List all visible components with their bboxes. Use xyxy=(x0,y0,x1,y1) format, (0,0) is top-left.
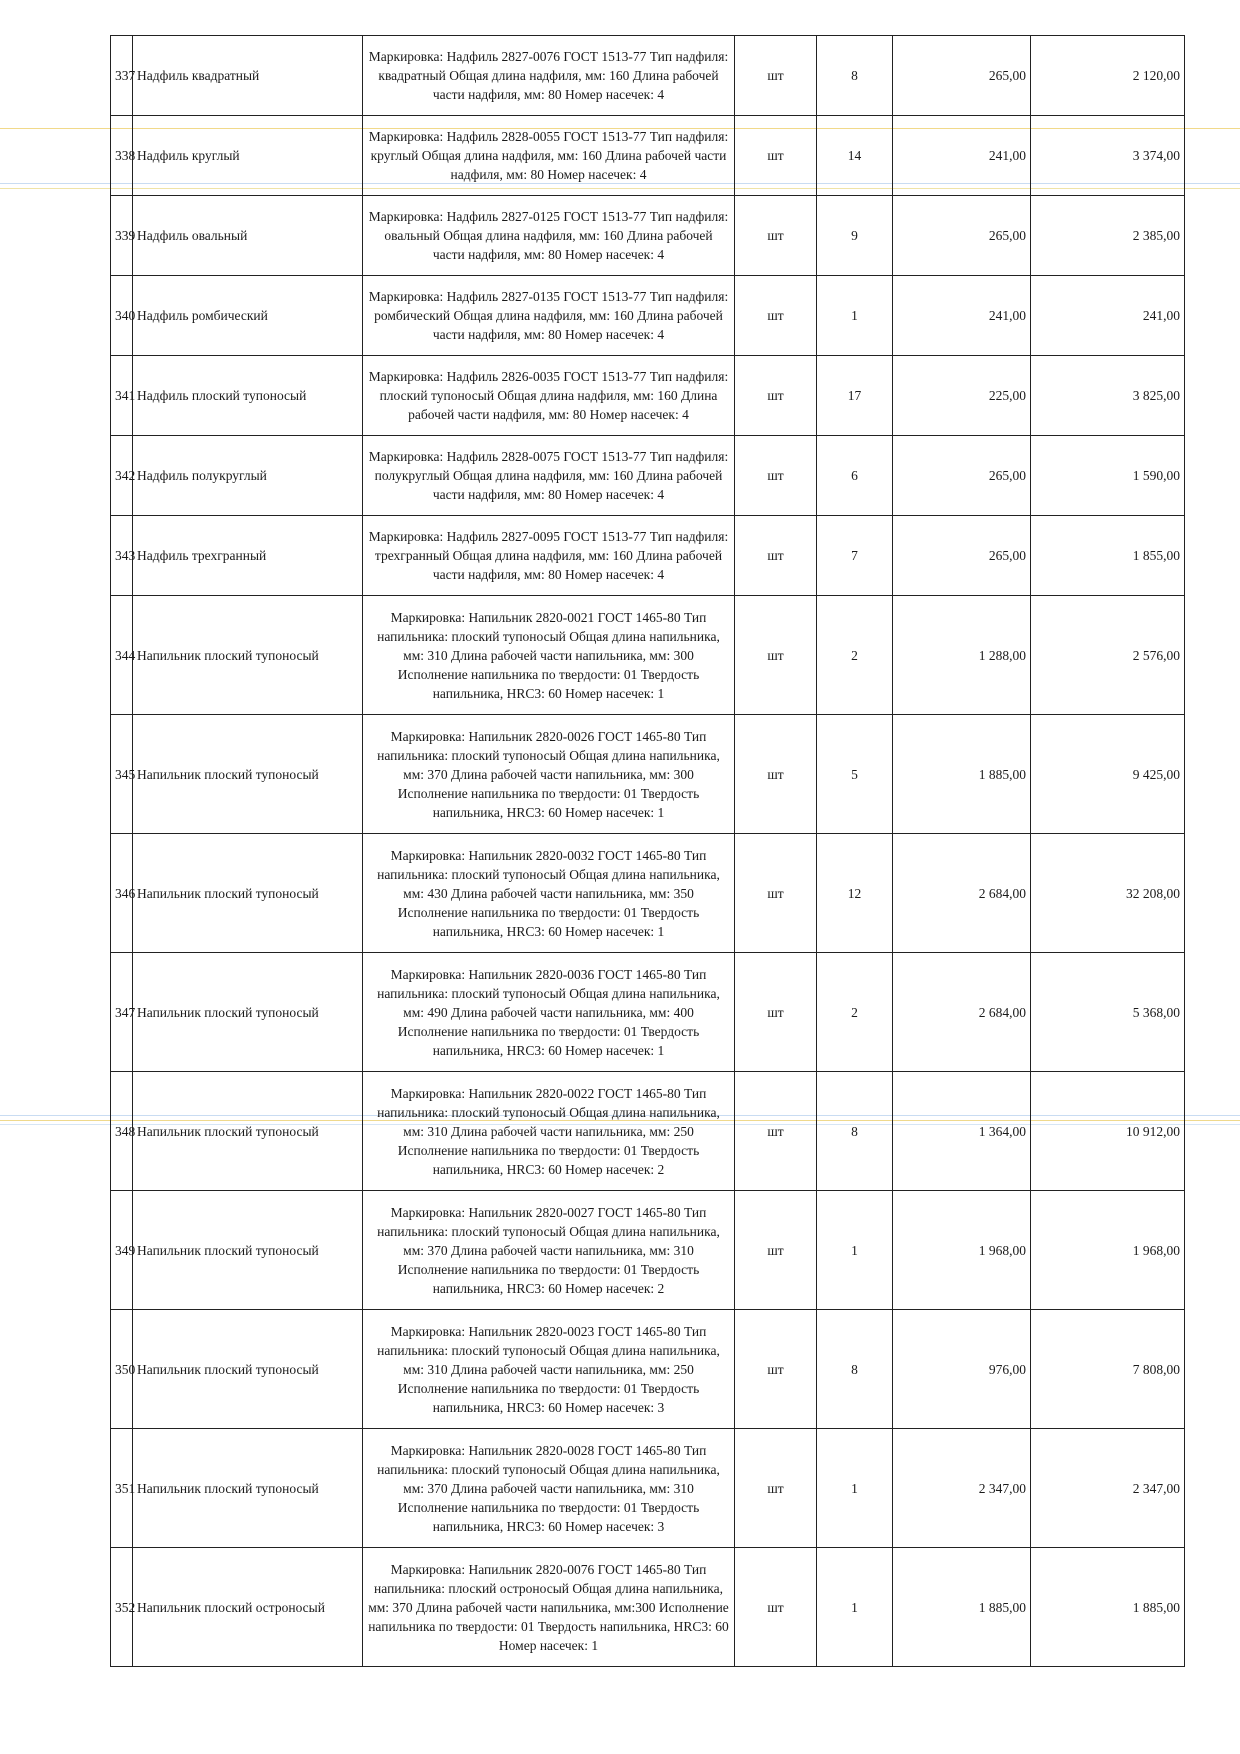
row-number: 352 xyxy=(111,1548,133,1667)
item-name: Напильник плоский тупоносый xyxy=(133,1310,363,1429)
item-name: Надфиль ромбический xyxy=(133,276,363,356)
table-row xyxy=(111,436,1185,516)
row-number: 346 xyxy=(111,834,133,953)
item-description: Маркировка: Напильник 2820-0026 ГОСТ 1465-80 Тип напильника: плоский тупоносый Общая длина напильника, мм: 370 Длина рабочей части напильника, мм: 300 Исполнение напильника по твердости: 01 Твердость напильника, HRC3: 60 Номер насечек: 1 xyxy=(363,715,735,834)
table-row xyxy=(111,516,1185,596)
item-total: 9 425,00 xyxy=(1031,715,1185,834)
row-number: 343 xyxy=(111,516,133,596)
item-unit: шт xyxy=(735,356,817,436)
item-unit: шт xyxy=(735,196,817,276)
specification-table xyxy=(110,35,1185,1667)
item-quantity: 8 xyxy=(817,1310,893,1429)
row-number: 341 xyxy=(111,356,133,436)
item-unit: шт xyxy=(735,1191,817,1310)
item-quantity: 6 xyxy=(817,436,893,516)
table-row xyxy=(111,596,1185,715)
row-number: 351 xyxy=(111,1429,133,1548)
item-total: 1 590,00 xyxy=(1031,436,1185,516)
item-price: 1 885,00 xyxy=(893,1548,1031,1667)
item-unit: шт xyxy=(735,715,817,834)
table-row xyxy=(111,116,1185,196)
item-name: Надфиль трехгранный xyxy=(133,516,363,596)
item-total: 1 855,00 xyxy=(1031,516,1185,596)
item-total: 10 912,00 xyxy=(1031,1072,1185,1191)
item-quantity: 8 xyxy=(817,36,893,116)
item-price: 265,00 xyxy=(893,196,1031,276)
item-description: Маркировка: Надфиль 2827-0125 ГОСТ 1513-77 Тип надфиля: овальный Общая длина надфиля, мм: 160 Длина рабочей части надфиля, мм: 80 Номер насечек: 4 xyxy=(363,196,735,276)
item-quantity: 7 xyxy=(817,516,893,596)
item-description: Маркировка: Надфиль 2827-0095 ГОСТ 1513-77 Тип надфиля: трехгранный Общая длина надфиля, мм: 160 Длина рабочей части надфиля, мм: 80 Номер насечек: 4 xyxy=(363,516,735,596)
row-number: 342 xyxy=(111,436,133,516)
item-unit: шт xyxy=(735,1072,817,1191)
item-price: 241,00 xyxy=(893,116,1031,196)
item-total: 1 885,00 xyxy=(1031,1548,1185,1667)
item-name: Надфиль круглый xyxy=(133,116,363,196)
item-name: Напильник плоский тупоносый xyxy=(133,715,363,834)
item-unit: шт xyxy=(735,1548,817,1667)
item-price: 265,00 xyxy=(893,516,1031,596)
item-price: 265,00 xyxy=(893,36,1031,116)
item-unit: шт xyxy=(735,834,817,953)
item-quantity: 12 xyxy=(817,834,893,953)
item-price: 1 288,00 xyxy=(893,596,1031,715)
item-quantity: 1 xyxy=(817,1429,893,1548)
item-name: Напильник плоский тупоносый xyxy=(133,1072,363,1191)
item-quantity: 1 xyxy=(817,1548,893,1667)
item-name: Надфиль плоский тупоносый xyxy=(133,356,363,436)
item-unit: шт xyxy=(735,436,817,516)
item-name: Напильник плоский тупоносый xyxy=(133,596,363,715)
item-description: Маркировка: Надфиль 2828-0075 ГОСТ 1513-77 Тип надфиля: полукруглый Общая длина надфиля, мм: 160 Длина рабочей части надфиля, мм: 80 Номер насечек: 4 xyxy=(363,436,735,516)
item-unit: шт xyxy=(735,1310,817,1429)
item-total: 5 368,00 xyxy=(1031,953,1185,1072)
row-number: 340 xyxy=(111,276,133,356)
item-total: 3 825,00 xyxy=(1031,356,1185,436)
table-row xyxy=(111,1429,1185,1548)
item-name: Напильник плоский остроносый xyxy=(133,1548,363,1667)
item-description: Маркировка: Напильник 2820-0032 ГОСТ 1465-80 Тип напильника: плоский тупоносый Общая длина напильника, мм: 430 Длина рабочей части напильника, мм: 350 Исполнение напильника по твердости: 01 Твердость напильника, HRC3: 60 Номер насечек: 1 xyxy=(363,834,735,953)
item-unit: шт xyxy=(735,276,817,356)
row-number: 347 xyxy=(111,953,133,1072)
table-row xyxy=(111,276,1185,356)
item-price: 241,00 xyxy=(893,276,1031,356)
item-quantity: 8 xyxy=(817,1072,893,1191)
item-unit: шт xyxy=(735,596,817,715)
item-description: Маркировка: Напильник 2820-0027 ГОСТ 1465-80 Тип напильника: плоский тупоносый Общая длина напильника, мм: 370 Длина рабочей части напильника, мм: 310 Исполнение напильника по твердости: 01 Твердость напильника, HRC3: 60 Номер насечек: 2 xyxy=(363,1191,735,1310)
item-unit: шт xyxy=(735,116,817,196)
item-price: 265,00 xyxy=(893,436,1031,516)
item-price: 2 684,00 xyxy=(893,953,1031,1072)
item-total: 2 576,00 xyxy=(1031,596,1185,715)
item-quantity: 9 xyxy=(817,196,893,276)
table-body xyxy=(111,36,1185,1667)
item-total: 32 208,00 xyxy=(1031,834,1185,953)
item-description: Маркировка: Напильник 2820-0021 ГОСТ 1465-80 Тип напильника: плоский тупоносый Общая длина напильника, мм: 310 Длина рабочей части напильника, мм: 300 Исполнение напильника по твердости: 01 Твердость напильника, HRC3: 60 Номер насечек: 1 xyxy=(363,596,735,715)
item-total: 2 385,00 xyxy=(1031,196,1185,276)
item-description: Маркировка: Надфиль 2827-0076 ГОСТ 1513-77 Тип надфиля: квадратный Общая длина надфиля, мм: 160 Длина рабочей части надфиля, мм: 80 Номер насечек: 4 xyxy=(363,36,735,116)
item-name: Надфиль полукруглый xyxy=(133,436,363,516)
item-name: Напильник плоский тупоносый xyxy=(133,953,363,1072)
item-name: Надфиль овальный xyxy=(133,196,363,276)
item-total: 1 968,00 xyxy=(1031,1191,1185,1310)
row-number: 350 xyxy=(111,1310,133,1429)
item-quantity: 2 xyxy=(817,596,893,715)
item-quantity: 5 xyxy=(817,715,893,834)
item-price: 976,00 xyxy=(893,1310,1031,1429)
table-row xyxy=(111,36,1185,116)
item-name: Напильник плоский тупоносый xyxy=(133,834,363,953)
table-row xyxy=(111,834,1185,953)
item-description: Маркировка: Надфиль 2827-0135 ГОСТ 1513-77 Тип надфиля: ромбический Общая длина надфиля, мм: 160 Длина рабочей части надфиля, мм: 80 Номер насечек: 4 xyxy=(363,276,735,356)
table-row xyxy=(111,1191,1185,1310)
item-name: Напильник плоский тупоносый xyxy=(133,1191,363,1310)
row-number: 348 xyxy=(111,1072,133,1191)
item-quantity: 1 xyxy=(817,276,893,356)
item-price: 1 885,00 xyxy=(893,715,1031,834)
row-number: 344 xyxy=(111,596,133,715)
row-number: 337 xyxy=(111,36,133,116)
item-unit: шт xyxy=(735,953,817,1072)
item-name: Напильник плоский тупоносый xyxy=(133,1429,363,1548)
item-total: 2 347,00 xyxy=(1031,1429,1185,1548)
item-description: Маркировка: Надфиль 2826-0035 ГОСТ 1513-77 Тип надфиля: плоский тупоносый Общая длина надфиля, мм: 160 Длина рабочей части надфиля, мм: 80 Номер насечек: 4 xyxy=(363,356,735,436)
item-unit: шт xyxy=(735,1429,817,1548)
item-name: Надфиль квадратный xyxy=(133,36,363,116)
item-price: 1 968,00 xyxy=(893,1191,1031,1310)
row-number: 339 xyxy=(111,196,133,276)
row-number: 345 xyxy=(111,715,133,834)
row-number: 349 xyxy=(111,1191,133,1310)
item-total: 241,00 xyxy=(1031,276,1185,356)
item-total: 3 374,00 xyxy=(1031,116,1185,196)
item-quantity: 17 xyxy=(817,356,893,436)
item-price: 2 347,00 xyxy=(893,1429,1031,1548)
table-row xyxy=(111,715,1185,834)
item-description: Маркировка: Напильник 2820-0028 ГОСТ 1465-80 Тип напильника: плоский тупоносый Общая длина напильника, мм: 370 Длина рабочей части напильника, мм: 310 Исполнение напильника по твердости: 01 Твердость напильника, HRC3: 60 Номер насечек: 3 xyxy=(363,1429,735,1548)
item-quantity: 2 xyxy=(817,953,893,1072)
item-price: 1 364,00 xyxy=(893,1072,1031,1191)
table-row xyxy=(111,953,1185,1072)
row-number: 338 xyxy=(111,116,133,196)
item-total: 7 808,00 xyxy=(1031,1310,1185,1429)
item-unit: шт xyxy=(735,516,817,596)
item-quantity: 14 xyxy=(817,116,893,196)
item-description: Маркировка: Напильник 2820-0023 ГОСТ 1465-80 Тип напильника: плоский тупоносый Общая длина напильника, мм: 310 Длина рабочей части напильника, мм: 250 Исполнение напильника по твердости: 01 Твердость напильника, HRC3: 60 Номер насечек: 3 xyxy=(363,1310,735,1429)
item-price: 225,00 xyxy=(893,356,1031,436)
item-description: Маркировка: Напильник 2820-0036 ГОСТ 1465-80 Тип напильника: плоский тупоносый Общая длина напильника, мм: 490 Длина рабочей части напильника, мм: 400 Исполнение напильника по твердости: 01 Твердость напильника, HRC3: 60 Номер насечек: 1 xyxy=(363,953,735,1072)
table-row xyxy=(111,1072,1185,1191)
item-description: Маркировка: Напильник 2820-0076 ГОСТ 1465-80 Тип напильника: плоский остроносый Общая длина напильника, мм: 370 Длина рабочей части напильника, мм:300 Исполнение напильника по твердости: 01 Твердость напильника, HRC3: 60 Номер насечек: 1 xyxy=(363,1548,735,1667)
table-row xyxy=(111,1548,1185,1667)
item-description: Маркировка: Надфиль 2828-0055 ГОСТ 1513-77 Тип надфиля: круглый Общая длина надфиля, мм: 160 Длина рабочей части надфиля, мм: 80 Номер насечек: 4 xyxy=(363,116,735,196)
table-row xyxy=(111,196,1185,276)
item-price: 2 684,00 xyxy=(893,834,1031,953)
item-description: Маркировка: Напильник 2820-0022 ГОСТ 1465-80 Тип напильника: плоский тупоносый Общая длина напильника, мм: 310 Длина рабочей части напильника, мм: 250 Исполнение напильника по твердости: 01 Твердость напильника, HRC3: 60 Номер насечек: 2 xyxy=(363,1072,735,1191)
item-total: 2 120,00 xyxy=(1031,36,1185,116)
table-row xyxy=(111,1310,1185,1429)
item-unit: шт xyxy=(735,36,817,116)
table-row xyxy=(111,356,1185,436)
item-quantity: 1 xyxy=(817,1191,893,1310)
